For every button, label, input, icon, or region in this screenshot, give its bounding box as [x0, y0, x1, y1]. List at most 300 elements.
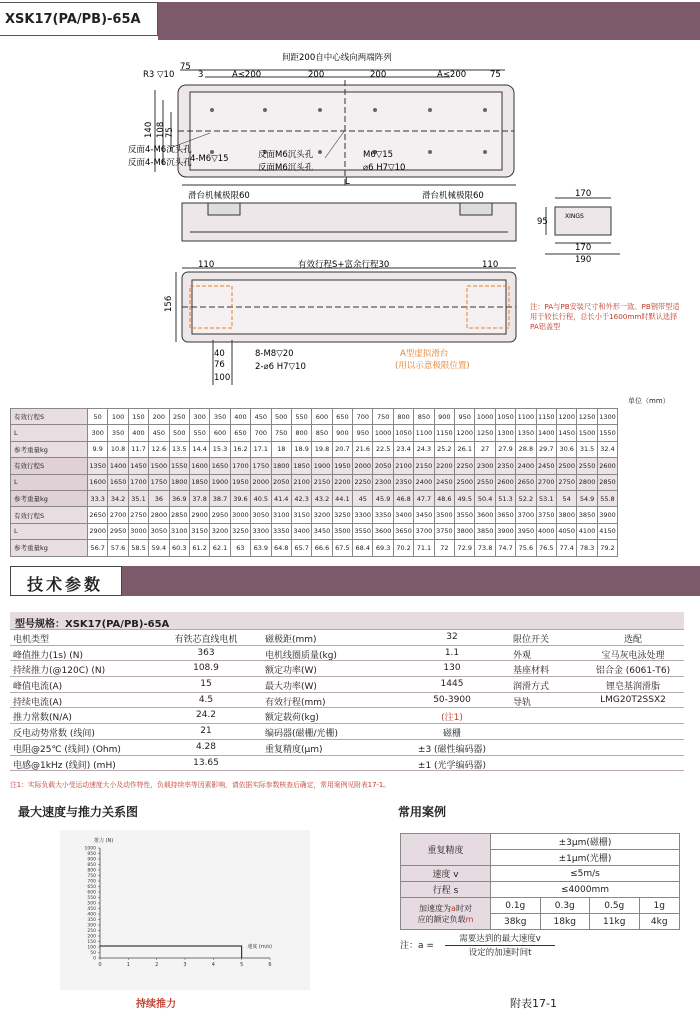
stroke-cell: 2650	[516, 474, 536, 490]
stroke-cell: 3400	[393, 507, 413, 523]
dim-3: 3	[198, 70, 204, 80]
stroke-cell: 68.4	[353, 540, 373, 556]
stroke-cell: 32.4	[597, 441, 617, 457]
tech-cell: ±3 (磁性编码器)	[417, 744, 487, 755]
stroke-cell: 3050	[251, 507, 271, 523]
force-speed-chart	[60, 830, 310, 990]
tech-cell: 1.1	[444, 647, 460, 658]
stroke-cell: 54	[556, 490, 576, 506]
x-tick-label: 5	[240, 962, 244, 968]
stroke-cell: 2950	[210, 507, 230, 523]
stroke-cell: 1550	[597, 425, 617, 441]
dim-75a: 75	[180, 62, 191, 72]
stroke-cell: 22.5	[373, 441, 393, 457]
stroke-cell: 450	[149, 425, 169, 441]
tech-cell	[262, 756, 394, 771]
stroke-cell: 550	[189, 425, 209, 441]
speed-label: 速度 v	[401, 866, 491, 882]
dim-200a: 200	[308, 70, 325, 80]
stroke-cell: 2900	[189, 507, 209, 523]
load-label-a: 加速度为	[419, 903, 452, 913]
stroke-cell: 3650	[495, 507, 515, 523]
stroke-cell: 35.1	[128, 490, 148, 506]
stroke-cell: 2400	[516, 458, 536, 474]
stroke-cell: 21.6	[353, 441, 373, 457]
stroke-cell: 3950	[516, 523, 536, 539]
stroke-cell: 45	[353, 490, 373, 506]
stroke-cell: 2750	[556, 474, 576, 490]
stroke-cell: 17.1	[251, 441, 271, 457]
stroke-row	[11, 458, 618, 474]
tech-cell: 持续推力(@120C) (N)	[13, 666, 106, 677]
stroke-cell: 3250	[332, 507, 352, 523]
stroke-cell: 1600	[88, 474, 108, 490]
stroke-cell: 12.6	[149, 441, 169, 457]
tech-cell: 选配	[623, 635, 642, 645]
y-tick-label: 500	[87, 901, 96, 907]
stroke-cell: 650	[230, 425, 250, 441]
stroke-cell: 400	[128, 425, 148, 441]
y-tick-label: 600	[87, 890, 96, 896]
stroke-cell: 3600	[373, 523, 393, 539]
stroke-cell: 16.2	[230, 441, 250, 457]
bot-110b: 110	[482, 260, 499, 270]
y-tick-label: 1000	[84, 846, 96, 852]
end-190: 190	[575, 255, 592, 265]
stroke-cell: 39.6	[230, 490, 250, 506]
stroke-cell: 1450	[556, 425, 576, 441]
stroke-row-label: 有效行程S	[11, 458, 88, 474]
pitch-title: 间距200自中心线向两端阵列	[282, 53, 392, 63]
stroke-cell: 24.3	[414, 441, 434, 457]
repeat-optical: ±1μm(光栅)	[491, 850, 680, 866]
limit-right: 滑台机械极限60	[422, 191, 484, 201]
stroke-cell: 57.6	[108, 540, 128, 556]
stroke-cell: 2950	[108, 523, 128, 539]
y-tick-label: 650	[87, 885, 96, 890]
model-title: XSK17(PA/PB)-65A	[0, 2, 158, 36]
stroke-cell: 34.2	[108, 490, 128, 506]
stroke-cell: 29.7	[536, 441, 556, 457]
stroke-cell: 3700	[516, 507, 536, 523]
stroke-cell: 2000	[251, 474, 271, 490]
tech-cell: 重复精度(μm)	[265, 744, 323, 755]
tech-cell: (注1)	[441, 713, 463, 724]
stroke-cell: 2200	[332, 474, 352, 490]
tech-cell: 363	[197, 647, 215, 658]
tech-cell: 额定载荷(kg)	[265, 713, 319, 724]
tech-cell: 130	[443, 663, 461, 674]
stroke-cell: 3800	[455, 523, 475, 539]
load-label-a-var: a	[451, 903, 456, 913]
tech-cell: 1445	[440, 679, 464, 690]
x-tick-label: 0	[98, 962, 102, 968]
stroke-cell: 55.8	[597, 490, 617, 506]
stroke-cell: 1300	[495, 425, 515, 441]
tech-cell: 108.9	[193, 663, 219, 674]
acc-value: 0.1g	[491, 898, 541, 914]
stroke-cell: 1050	[495, 409, 515, 425]
stroke-cell: 300	[88, 425, 108, 441]
tech-cell: 宝马灰电泳处理	[601, 650, 665, 661]
case-stroke-value: ≤4000mm	[491, 882, 680, 898]
stroke-cell: 43.2	[312, 490, 332, 506]
y-tick-label: 900	[87, 857, 96, 863]
stroke-cell: 69.3	[373, 540, 393, 556]
stroke-cell: 1800	[169, 474, 189, 490]
y-tick-label: 550	[87, 896, 96, 901]
tech-cell: LMG20T2SSX2	[600, 694, 666, 705]
cases-table	[400, 833, 680, 930]
stroke-cell: 3650	[393, 523, 413, 539]
stroke-cell: 47.7	[414, 490, 434, 506]
formula-prefix: 注：a =	[400, 941, 434, 951]
stroke-cell: 3550	[455, 507, 475, 523]
stroke-cell: 2300	[475, 458, 495, 474]
page-header	[0, 2, 700, 40]
tech-cell: 4.5	[198, 694, 214, 705]
stroke-cell: 53.1	[536, 490, 556, 506]
dim-a200-left: A≤200	[232, 70, 262, 80]
stroke-cell: 1200	[455, 425, 475, 441]
stroke-cell: 46.8	[393, 490, 413, 506]
x-tick-label: 2	[155, 962, 159, 968]
label-back-m6-1: 反面4-M6沉头孔	[128, 145, 192, 155]
stroke-table	[10, 408, 618, 557]
cases-title: 常用案例	[398, 805, 447, 819]
stroke-cell: 2700	[536, 474, 556, 490]
stroke-cell: 3750	[536, 507, 556, 523]
tech-row	[10, 740, 684, 756]
stroke-cell: 150	[128, 409, 148, 425]
stroke-cell: 31.5	[577, 441, 597, 457]
stroke-cell: 41.4	[271, 490, 291, 506]
y-tick-label: 850	[87, 863, 96, 868]
stroke-cell: 1850	[291, 458, 311, 474]
stroke-cell: 3100	[271, 507, 291, 523]
stroke-cell: 4100	[577, 523, 597, 539]
stroke-cell: 500	[271, 409, 291, 425]
stroke-cell: 3850	[475, 523, 495, 539]
stroke-cell: 1500	[149, 458, 169, 474]
stroke-cell: 14.4	[189, 441, 209, 457]
stroke-cell: 44.1	[332, 490, 352, 506]
stroke-cell: 72.9	[455, 540, 475, 556]
load-value: 4kg	[639, 914, 680, 930]
stroke-cell: 200	[149, 409, 169, 425]
stroke-cell: 350	[108, 425, 128, 441]
stroke-cell: 1800	[271, 458, 291, 474]
stroke-cell: 11.7	[128, 441, 148, 457]
stroke-cell: 70.2	[393, 540, 413, 556]
header-bar	[158, 2, 700, 40]
dim-108: 108	[156, 121, 166, 138]
stroke-cell: 65.7	[291, 540, 311, 556]
unit-label: 单位（mm）	[628, 397, 670, 405]
stroke-cell: 700	[353, 409, 373, 425]
stroke-cell: 64.8	[271, 540, 291, 556]
stroke-cell: 1950	[230, 474, 250, 490]
stroke-cell: 850	[414, 409, 434, 425]
label-h7: ⌀6 H7▽10	[363, 163, 406, 173]
stroke-cell: 2100	[291, 474, 311, 490]
limit-left: 滑台机械极限60	[188, 191, 250, 201]
tech-cell: 电感@1kHz (线间) (mH)	[13, 760, 116, 771]
stroke-row-label: 参考重量kg	[11, 540, 88, 556]
end-170a: 170	[575, 189, 592, 199]
stroke-cell: 78.3	[577, 540, 597, 556]
stroke-cell: 18	[271, 441, 291, 457]
stroke-cell: 950	[455, 409, 475, 425]
stroke-cell: 2250	[353, 474, 373, 490]
stroke-cell: 2800	[577, 474, 597, 490]
stroke-cell: 3000	[128, 523, 148, 539]
stroke-cell: 45.9	[373, 490, 393, 506]
end-95: 95	[537, 217, 548, 227]
tech-row	[10, 693, 684, 709]
tech-cell: 21	[200, 726, 212, 737]
stroke-cell: 51.3	[495, 490, 515, 506]
stroke-cell: 1450	[128, 458, 148, 474]
tech-cell: 基座材料	[513, 666, 550, 677]
stroke-cell: 15.3	[210, 441, 230, 457]
stroke-cell: 1200	[556, 409, 576, 425]
stroke-row	[11, 441, 618, 457]
stroke-cell: 550	[291, 409, 311, 425]
tech-cell: 铝合金 (6061-T6)	[595, 666, 671, 677]
stroke-cell: 73.8	[475, 540, 495, 556]
stroke-row-label: L	[11, 523, 88, 539]
stroke-cell: 1650	[210, 458, 230, 474]
y-tick-label: 100	[87, 945, 96, 951]
bot-100: 100	[214, 373, 231, 383]
stroke-cell: 3250	[230, 523, 250, 539]
stroke-cell: 72	[434, 540, 454, 556]
stroke-cell: 56.7	[88, 540, 108, 556]
dim-length: L	[345, 177, 350, 187]
stroke-row-label: 参考重量kg	[11, 490, 88, 506]
stroke-cell: 1650	[108, 474, 128, 490]
stroke-cell: 2550	[475, 474, 495, 490]
y-tick-label: 750	[87, 874, 96, 879]
stroke-cell: 1900	[210, 474, 230, 490]
stroke-cell: 2350	[393, 474, 413, 490]
stroke-cell: 3100	[169, 523, 189, 539]
y-tick-label: 700	[87, 879, 96, 885]
stroke-cell: 1500	[577, 425, 597, 441]
load-label-c: 应的额定负载	[417, 914, 466, 924]
stroke-cell: 2150	[312, 474, 332, 490]
stroke-cell: 40.5	[251, 490, 271, 506]
stroke-row	[11, 474, 618, 490]
stroke-row	[11, 523, 618, 539]
stroke-row	[11, 425, 618, 441]
acc-value: 0.3g	[540, 898, 590, 914]
stroke-cell: 18.9	[291, 441, 311, 457]
stroke-cell: 1050	[393, 425, 413, 441]
slider-note-a: A型虚拟滑台	[400, 349, 449, 359]
stroke-cell: 42.3	[291, 490, 311, 506]
stroke-cell: 4000	[536, 523, 556, 539]
stroke-cell: 3400	[291, 523, 311, 539]
tech-params-table	[10, 612, 684, 771]
stroke-cell: 9.9	[88, 441, 108, 457]
stroke-cell: 3300	[353, 507, 373, 523]
stroke-cell: 250	[169, 409, 189, 425]
tech-cell: ±1 (光学编码器)	[417, 760, 487, 771]
stroke-cell: 1000	[475, 409, 495, 425]
stroke-cell: 2550	[577, 458, 597, 474]
stroke-cell: 3700	[414, 523, 434, 539]
section-bar	[122, 566, 700, 596]
stroke-cell: 79.2	[597, 540, 617, 556]
tech-cell: 反电动势常数 (线间)	[13, 729, 95, 739]
tech-row	[10, 661, 684, 677]
logo-text: XINGS	[565, 213, 584, 220]
tech-cell: 电阻@25℃ (线间) (Ohm)	[13, 744, 121, 755]
tech-row	[10, 708, 684, 724]
stroke-cell: 750	[271, 425, 291, 441]
tech-cell	[510, 756, 582, 771]
stroke-cell: 3800	[556, 507, 576, 523]
stroke-cell: 3000	[230, 507, 250, 523]
stroke-cell: 1700	[128, 474, 148, 490]
x-tick-label: 6	[268, 962, 272, 968]
y-tick-label: 450	[87, 907, 96, 912]
formula-numerator: 需要达到的最大速度v	[445, 932, 555, 946]
tech-row	[10, 756, 684, 772]
label-back-m6-center-2: 反面M6沉头孔	[258, 163, 314, 173]
stroke-cell: 3850	[577, 507, 597, 523]
tech-cell: 电机类型	[13, 635, 50, 645]
stroke-cell: 2600	[495, 474, 515, 490]
y-tick-label: 300	[87, 923, 96, 929]
tech-row	[10, 724, 684, 740]
stroke-cell: 650	[332, 409, 352, 425]
stroke-cell: 300	[189, 409, 209, 425]
stroke-cell: 2850	[597, 474, 617, 490]
stroke-cell: 450	[251, 409, 271, 425]
stroke-cell: 20.7	[332, 441, 352, 457]
stroke-cell: 2800	[149, 507, 169, 523]
stroke-cell: 3200	[210, 523, 230, 539]
tech-cell	[582, 724, 684, 739]
stroke-cell: 700	[251, 425, 271, 441]
label-back-m6-center: 反面M6沉头孔	[258, 150, 314, 160]
stroke-cell: 800	[393, 409, 413, 425]
dim-140: 140	[144, 121, 154, 138]
stroke-row-label: L	[11, 425, 88, 441]
stroke-cell: 71.1	[414, 540, 434, 556]
tech-row	[10, 677, 684, 693]
stroke-cell: 2400	[414, 474, 434, 490]
y-tick-label: 50	[90, 951, 96, 956]
stroke-cell: 600	[312, 409, 332, 425]
stroke-cell: 2500	[556, 458, 576, 474]
stroke-cell: 13.5	[169, 441, 189, 457]
stroke-cell: 1400	[108, 458, 128, 474]
stroke-cell: 1350	[516, 425, 536, 441]
stroke-cell: 58.5	[128, 540, 148, 556]
section-title: 技术参数	[10, 566, 122, 596]
stroke-cell: 48.6	[434, 490, 454, 506]
dim-75-vert: 75	[165, 127, 175, 138]
bot-110a: 110	[198, 260, 215, 270]
stroke-cell: 2050	[373, 458, 393, 474]
y-tick-label: 150	[87, 940, 96, 945]
stroke-cell: 2750	[128, 507, 148, 523]
stroke-cell: 2350	[495, 458, 515, 474]
chart-caption: 持续推力	[136, 999, 176, 1010]
tech-cell: 持续电流(A)	[13, 697, 63, 708]
stroke-cell: 3150	[291, 507, 311, 523]
tech-cell: 磁栅	[442, 729, 461, 739]
y-tick-label: 0	[93, 956, 96, 962]
tech-cell: 有铁芯直线电机	[174, 635, 238, 645]
stroke-cell: 350	[210, 409, 230, 425]
stroke-row	[11, 540, 618, 556]
stroke-cell: 1700	[230, 458, 250, 474]
tech-cell: 外观	[513, 650, 532, 661]
tech-cell	[510, 724, 582, 739]
stroke-cell: 3150	[189, 523, 209, 539]
chart-title: 最大速度与推力关系图	[18, 805, 139, 819]
y-tick-label: 250	[87, 929, 96, 934]
stroke-cell: 2600	[597, 458, 617, 474]
stroke-cell: 2450	[434, 474, 454, 490]
stroke-cell: 50	[88, 409, 108, 425]
stroke-cell: 1350	[88, 458, 108, 474]
stroke-cell: 800	[291, 425, 311, 441]
stroke-cell: 1900	[312, 458, 332, 474]
stroke-cell: 62.1	[210, 540, 230, 556]
acc-value: 1g	[639, 898, 680, 914]
stroke-cell: 19.8	[312, 441, 332, 457]
x-tick-label: 4	[211, 962, 215, 968]
tech-row	[10, 630, 684, 646]
stroke-cell: 2700	[108, 507, 128, 523]
x-tick-label: 3	[183, 962, 187, 968]
stroke-cell: 38.7	[210, 490, 230, 506]
stroke-cell: 1750	[149, 474, 169, 490]
dim-r3: R3 ▽10	[143, 70, 175, 80]
stroke-cell: 28.8	[516, 441, 536, 457]
stroke-cell: 1000	[373, 425, 393, 441]
y-tick-label: 350	[87, 918, 96, 923]
stroke-cell: 59.4	[149, 540, 169, 556]
stroke-cell: 500	[169, 425, 189, 441]
tech-cell: 编码器(磁栅/光栅)	[265, 729, 339, 739]
load-value: 11kg	[590, 914, 640, 930]
tech-cell: 峰值推力(1s) (N)	[13, 650, 84, 661]
acc-value: 0.5g	[590, 898, 640, 914]
stroke-cell: 74.7	[495, 540, 515, 556]
stroke-cell: 3450	[414, 507, 434, 523]
stroke-cell: 1250	[475, 425, 495, 441]
page-number: 附表17-1	[510, 997, 557, 1010]
stroke-cell: 2500	[455, 474, 475, 490]
formula-denominator: 设定的加速时间t	[468, 948, 532, 958]
stroke-cell: 23.4	[393, 441, 413, 457]
tech-cell: 32	[446, 632, 458, 642]
tech-cell: 润滑方式	[513, 682, 550, 692]
stroke-cell: 27	[475, 441, 495, 457]
stroke-cell: 2650	[88, 507, 108, 523]
slider-note-b: (用以示意极限位置)	[395, 361, 470, 371]
stroke-cell: 3300	[251, 523, 271, 539]
bot-156: 156	[164, 295, 174, 312]
load-label-b: 时对	[455, 903, 472, 913]
